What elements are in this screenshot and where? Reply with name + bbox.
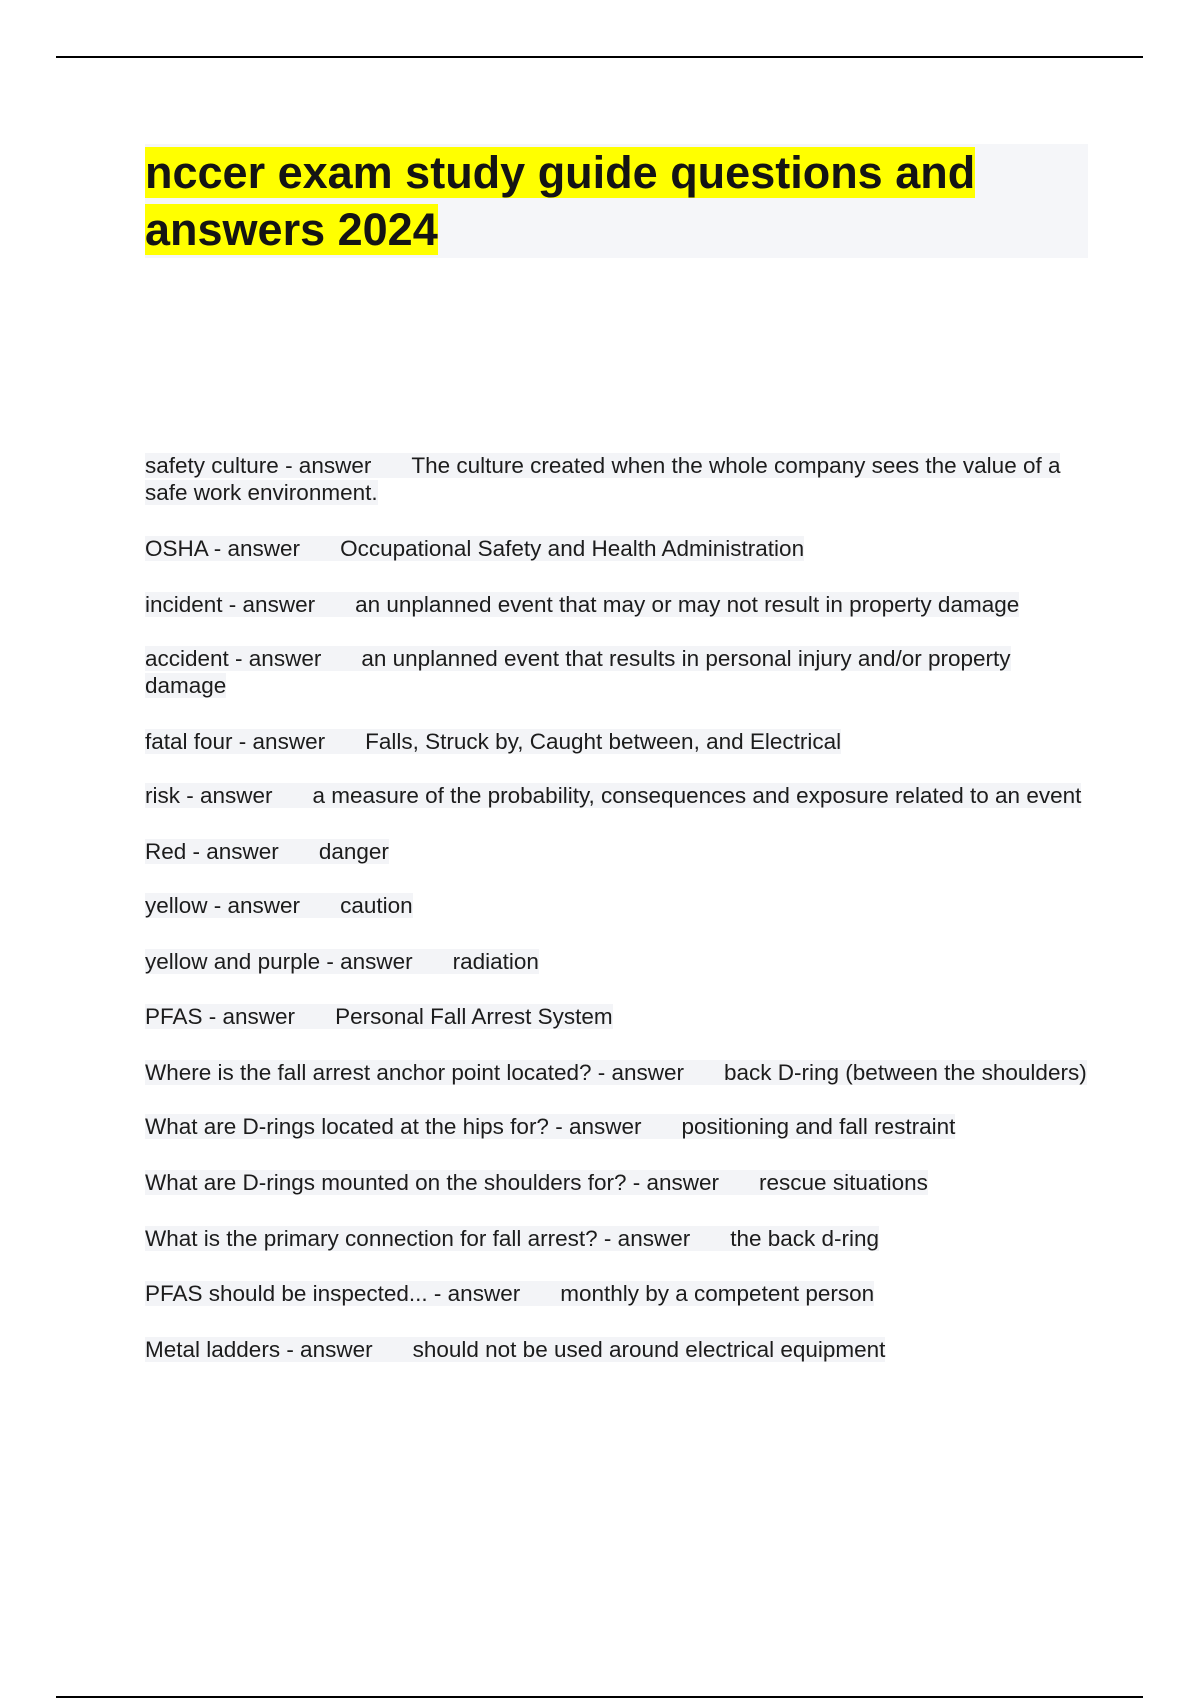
qa-item bbox=[145, 782, 1090, 809]
qa-item bbox=[145, 645, 1090, 699]
qa-term: incident - answer bbox=[145, 592, 316, 617]
qa-definition: back D-ring (between the shoulders) bbox=[724, 1060, 1087, 1085]
qa-term: OSHA - answer bbox=[145, 536, 301, 561]
title-highlight: nccer exam study guide questions and answers 2024 bbox=[145, 147, 976, 255]
qa-term: What are D-rings located at the hips for? - answer bbox=[145, 1114, 642, 1139]
qa-term: yellow and purple - answer bbox=[145, 949, 413, 974]
qa-term: Red - answer bbox=[145, 839, 279, 864]
qa-term: What is the primary connection for fall arrest? - answer bbox=[145, 1226, 691, 1251]
qa-definition: radiation bbox=[452, 949, 539, 974]
qa-item bbox=[145, 1336, 1090, 1363]
qa-item bbox=[145, 452, 1090, 506]
qa-term: yellow - answer bbox=[145, 893, 301, 918]
footer-rule bbox=[56, 1696, 1143, 1698]
qa-term: fatal four - answer bbox=[145, 729, 326, 754]
qa-item bbox=[145, 1225, 1090, 1252]
qa-definition: an unplanned event that may or may not result in property damage bbox=[355, 592, 1020, 617]
qa-definition: caution bbox=[340, 893, 413, 918]
qa-item bbox=[145, 838, 1090, 865]
qa-definition: Occupational Safety and Health Administration bbox=[340, 536, 805, 561]
qa-item bbox=[145, 591, 1090, 618]
qa-term: What are D-rings mounted on the shoulders for? - answer bbox=[145, 1170, 720, 1195]
qa-term: accident - answer bbox=[145, 646, 322, 671]
qa-definition: monthly by a competent person bbox=[560, 1281, 875, 1306]
qa-item bbox=[145, 1059, 1090, 1086]
qa-definition: an unplanned event that results in personal injury and/or property damage bbox=[145, 646, 1011, 698]
qa-item bbox=[145, 535, 1090, 562]
qa-definition: Falls, Struck by, Caught between, and Electrical bbox=[365, 729, 842, 754]
qa-term: Where is the fall arrest anchor point located? - answer bbox=[145, 1060, 685, 1085]
qa-term: safety culture - answer bbox=[145, 453, 372, 478]
qa-item bbox=[145, 728, 1090, 755]
qa-definition: the back d-ring bbox=[730, 1226, 880, 1251]
qa-term: Metal ladders - answer bbox=[145, 1337, 373, 1362]
qa-definition: danger bbox=[318, 839, 389, 864]
qa-definition: positioning and fall restraint bbox=[681, 1114, 956, 1139]
qa-item bbox=[145, 1113, 1090, 1140]
qa-definition: Personal Fall Arrest System bbox=[335, 1004, 613, 1029]
qa-term: PFAS should be inspected... - answer bbox=[145, 1281, 521, 1306]
qa-definition: a measure of the probability, consequences and exposure related to an event bbox=[312, 783, 1082, 808]
qa-item bbox=[145, 892, 1090, 919]
qa-definition: should not be used around electrical equipment bbox=[412, 1337, 886, 1362]
qa-list bbox=[145, 452, 1090, 1363]
qa-item bbox=[145, 1280, 1090, 1307]
qa-term: risk - answer bbox=[145, 783, 273, 808]
header-rule bbox=[56, 56, 1143, 58]
qa-item bbox=[145, 1003, 1090, 1030]
qa-term: PFAS - answer bbox=[145, 1004, 296, 1029]
qa-definition: The culture created when the whole company sees the value of a safe work environment. bbox=[145, 453, 1061, 505]
document-title bbox=[145, 144, 1088, 258]
qa-item bbox=[145, 948, 1090, 975]
title-block bbox=[145, 144, 1088, 258]
qa-item bbox=[145, 1169, 1090, 1196]
qa-definition: rescue situations bbox=[759, 1170, 928, 1195]
